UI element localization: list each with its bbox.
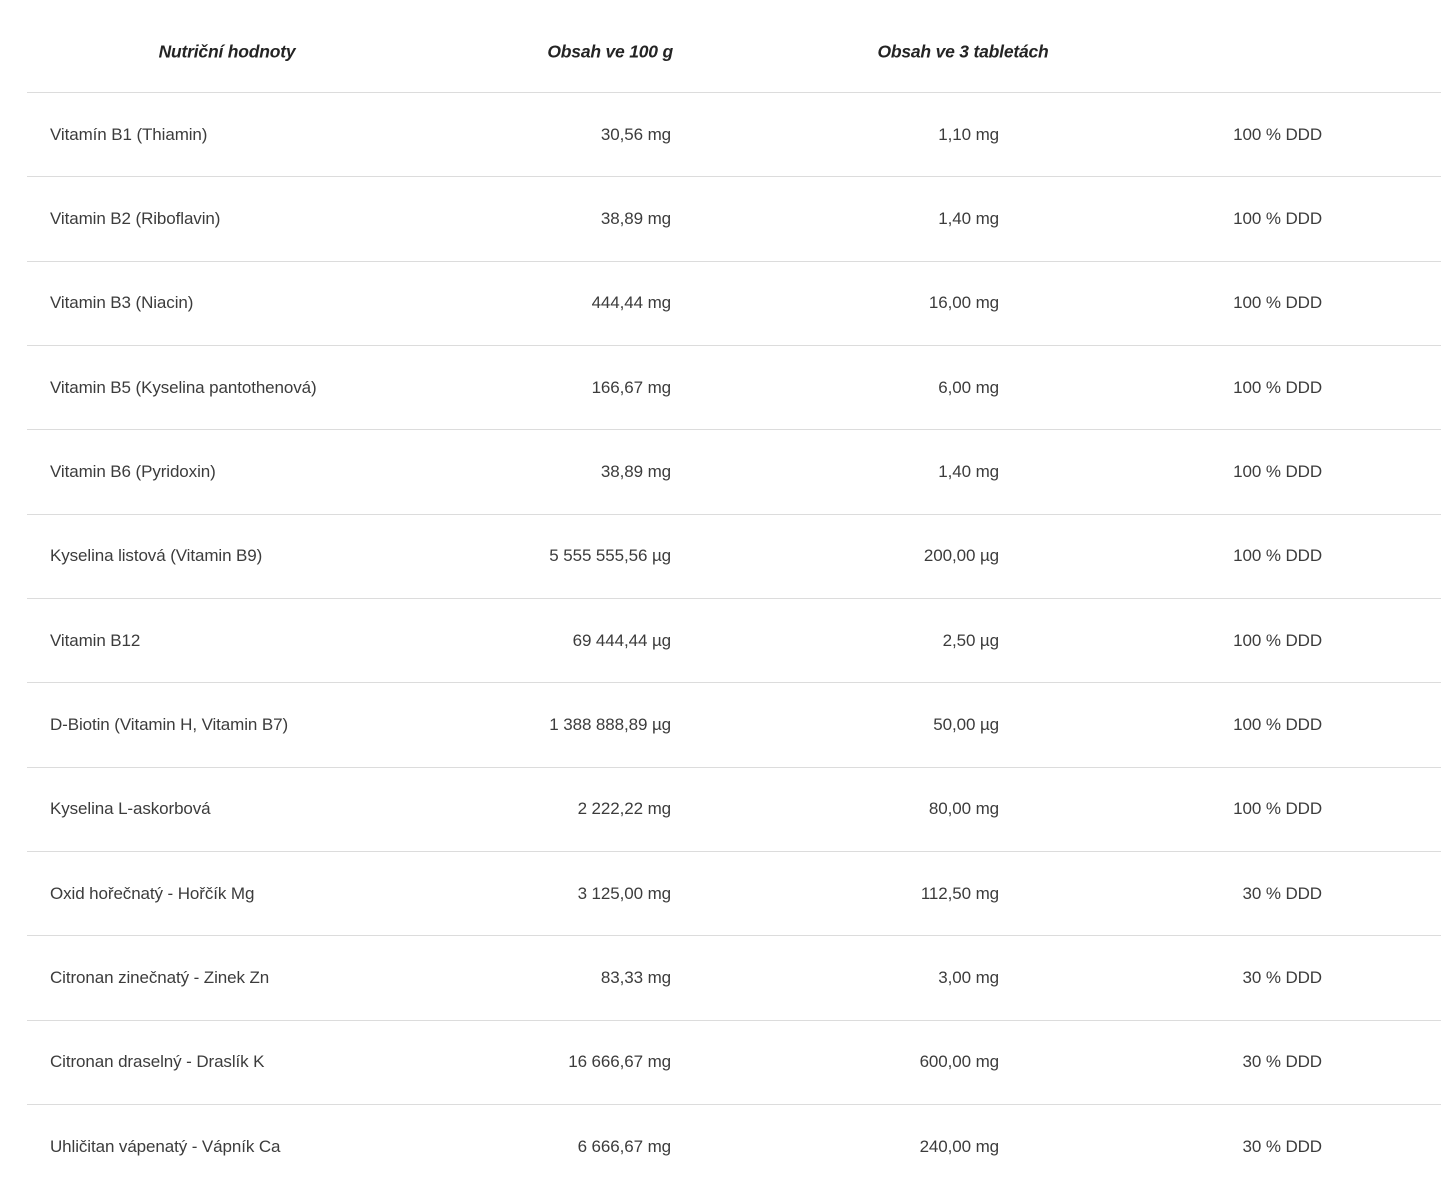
table-row bbox=[27, 683, 1441, 767]
value-ddd-percent: 30 % DDD bbox=[1242, 1052, 1322, 1072]
nutrient-name: Vitamín B1 (Thiamin) bbox=[50, 124, 208, 144]
value-per-3-tablets: 112,50 mg bbox=[920, 883, 999, 903]
nutrient-name: Kyselina L-askorbová bbox=[50, 799, 211, 819]
nutrition-table bbox=[27, 0, 1441, 1188]
table-row bbox=[27, 346, 1441, 430]
value-per-3-tablets: 240,00 mg bbox=[919, 1136, 999, 1156]
value-per-3-tablets: 50,00 µg bbox=[933, 715, 999, 735]
value-per-3-tablets: 200,00 µg bbox=[923, 546, 999, 566]
table-header-row bbox=[27, 0, 1441, 93]
value-per-100g: 3 125,00 mg bbox=[577, 883, 671, 903]
value-ddd-percent: 30 % DDD bbox=[1242, 883, 1322, 903]
value-ddd-percent: 30 % DDD bbox=[1242, 1136, 1322, 1156]
nutrient-name: Vitamin B6 (Pyridoxin) bbox=[50, 462, 216, 482]
table-row bbox=[27, 262, 1441, 346]
value-ddd-percent: 100 % DDD bbox=[1233, 377, 1322, 397]
value-per-3-tablets: 80,00 mg bbox=[928, 799, 999, 819]
nutrient-name: Vitamin B3 (Niacin) bbox=[50, 293, 194, 313]
value-per-100g: 1 388 888,89 µg bbox=[549, 715, 671, 735]
table-row bbox=[27, 1021, 1441, 1105]
value-per-100g: 38,89 mg bbox=[600, 462, 671, 482]
value-per-3-tablets: 1,10 mg bbox=[938, 124, 999, 144]
value-per-3-tablets: 6,00 mg bbox=[938, 377, 999, 397]
table-row bbox=[27, 1105, 1441, 1188]
nutrient-name: Kyselina listová (Vitamin B9) bbox=[50, 546, 263, 566]
table-row bbox=[27, 768, 1441, 852]
nutrient-name: D-Biotin (Vitamin H, Vitamin B7) bbox=[50, 715, 289, 735]
value-ddd-percent: 100 % DDD bbox=[1233, 546, 1322, 566]
value-per-100g: 166,67 mg bbox=[591, 377, 671, 397]
value-ddd-percent: 100 % DDD bbox=[1233, 124, 1322, 144]
value-ddd-percent: 100 % DDD bbox=[1233, 462, 1322, 482]
table-row bbox=[27, 599, 1441, 683]
value-per-100g: 5 555 555,56 µg bbox=[549, 546, 671, 566]
value-ddd-percent: 100 % DDD bbox=[1233, 715, 1322, 735]
value-per-100g: 38,89 mg bbox=[600, 209, 671, 229]
value-per-3-tablets: 16,00 mg bbox=[928, 293, 999, 313]
header-nutritional-values: Nutriční hodnoty bbox=[158, 41, 296, 62]
table-row bbox=[27, 936, 1441, 1020]
value-ddd-percent: 100 % DDD bbox=[1233, 630, 1322, 650]
table-row bbox=[27, 430, 1441, 514]
nutrient-name: Vitamin B5 (Kyselina pantothenová) bbox=[50, 377, 317, 397]
nutrient-name: Vitamin B12 bbox=[50, 630, 141, 650]
value-ddd-percent: 30 % DDD bbox=[1242, 968, 1322, 988]
nutrient-name: Citronan zinečnatý - Zinek Zn bbox=[50, 968, 270, 988]
value-ddd-percent: 100 % DDD bbox=[1233, 799, 1322, 819]
table-row bbox=[27, 93, 1441, 177]
header-content-per-3-tablets: Obsah ve 3 tabletách bbox=[877, 41, 1049, 62]
table-row bbox=[27, 852, 1441, 936]
value-ddd-percent: 100 % DDD bbox=[1233, 209, 1322, 229]
header-content-per-100g: Obsah ve 100 g bbox=[547, 41, 673, 62]
nutrient-name: Citronan draselný - Draslík K bbox=[50, 1052, 265, 1072]
value-per-100g: 69 444,44 µg bbox=[572, 630, 671, 650]
value-per-100g: 2 222,22 mg bbox=[577, 799, 671, 819]
value-per-3-tablets: 1,40 mg bbox=[938, 462, 999, 482]
table-row bbox=[27, 177, 1441, 261]
value-ddd-percent: 100 % DDD bbox=[1233, 293, 1322, 313]
value-per-3-tablets: 600,00 mg bbox=[919, 1052, 999, 1072]
value-per-3-tablets: 2,50 µg bbox=[942, 630, 999, 650]
value-per-3-tablets: 3,00 mg bbox=[938, 968, 999, 988]
nutrient-name: Uhličitan vápenatý - Vápník Ca bbox=[50, 1136, 281, 1156]
value-per-100g: 83,33 mg bbox=[600, 968, 671, 988]
nutrient-name: Oxid hořečnatý - Hořčík Mg bbox=[50, 883, 255, 903]
value-per-100g: 6 666,67 mg bbox=[577, 1136, 671, 1156]
value-per-3-tablets: 1,40 mg bbox=[938, 209, 999, 229]
value-per-100g: 16 666,67 mg bbox=[568, 1052, 671, 1072]
table-row bbox=[27, 515, 1441, 599]
value-per-100g: 30,56 mg bbox=[600, 124, 671, 144]
nutrient-name: Vitamin B2 (Riboflavin) bbox=[50, 209, 221, 229]
value-per-100g: 444,44 mg bbox=[591, 293, 671, 313]
